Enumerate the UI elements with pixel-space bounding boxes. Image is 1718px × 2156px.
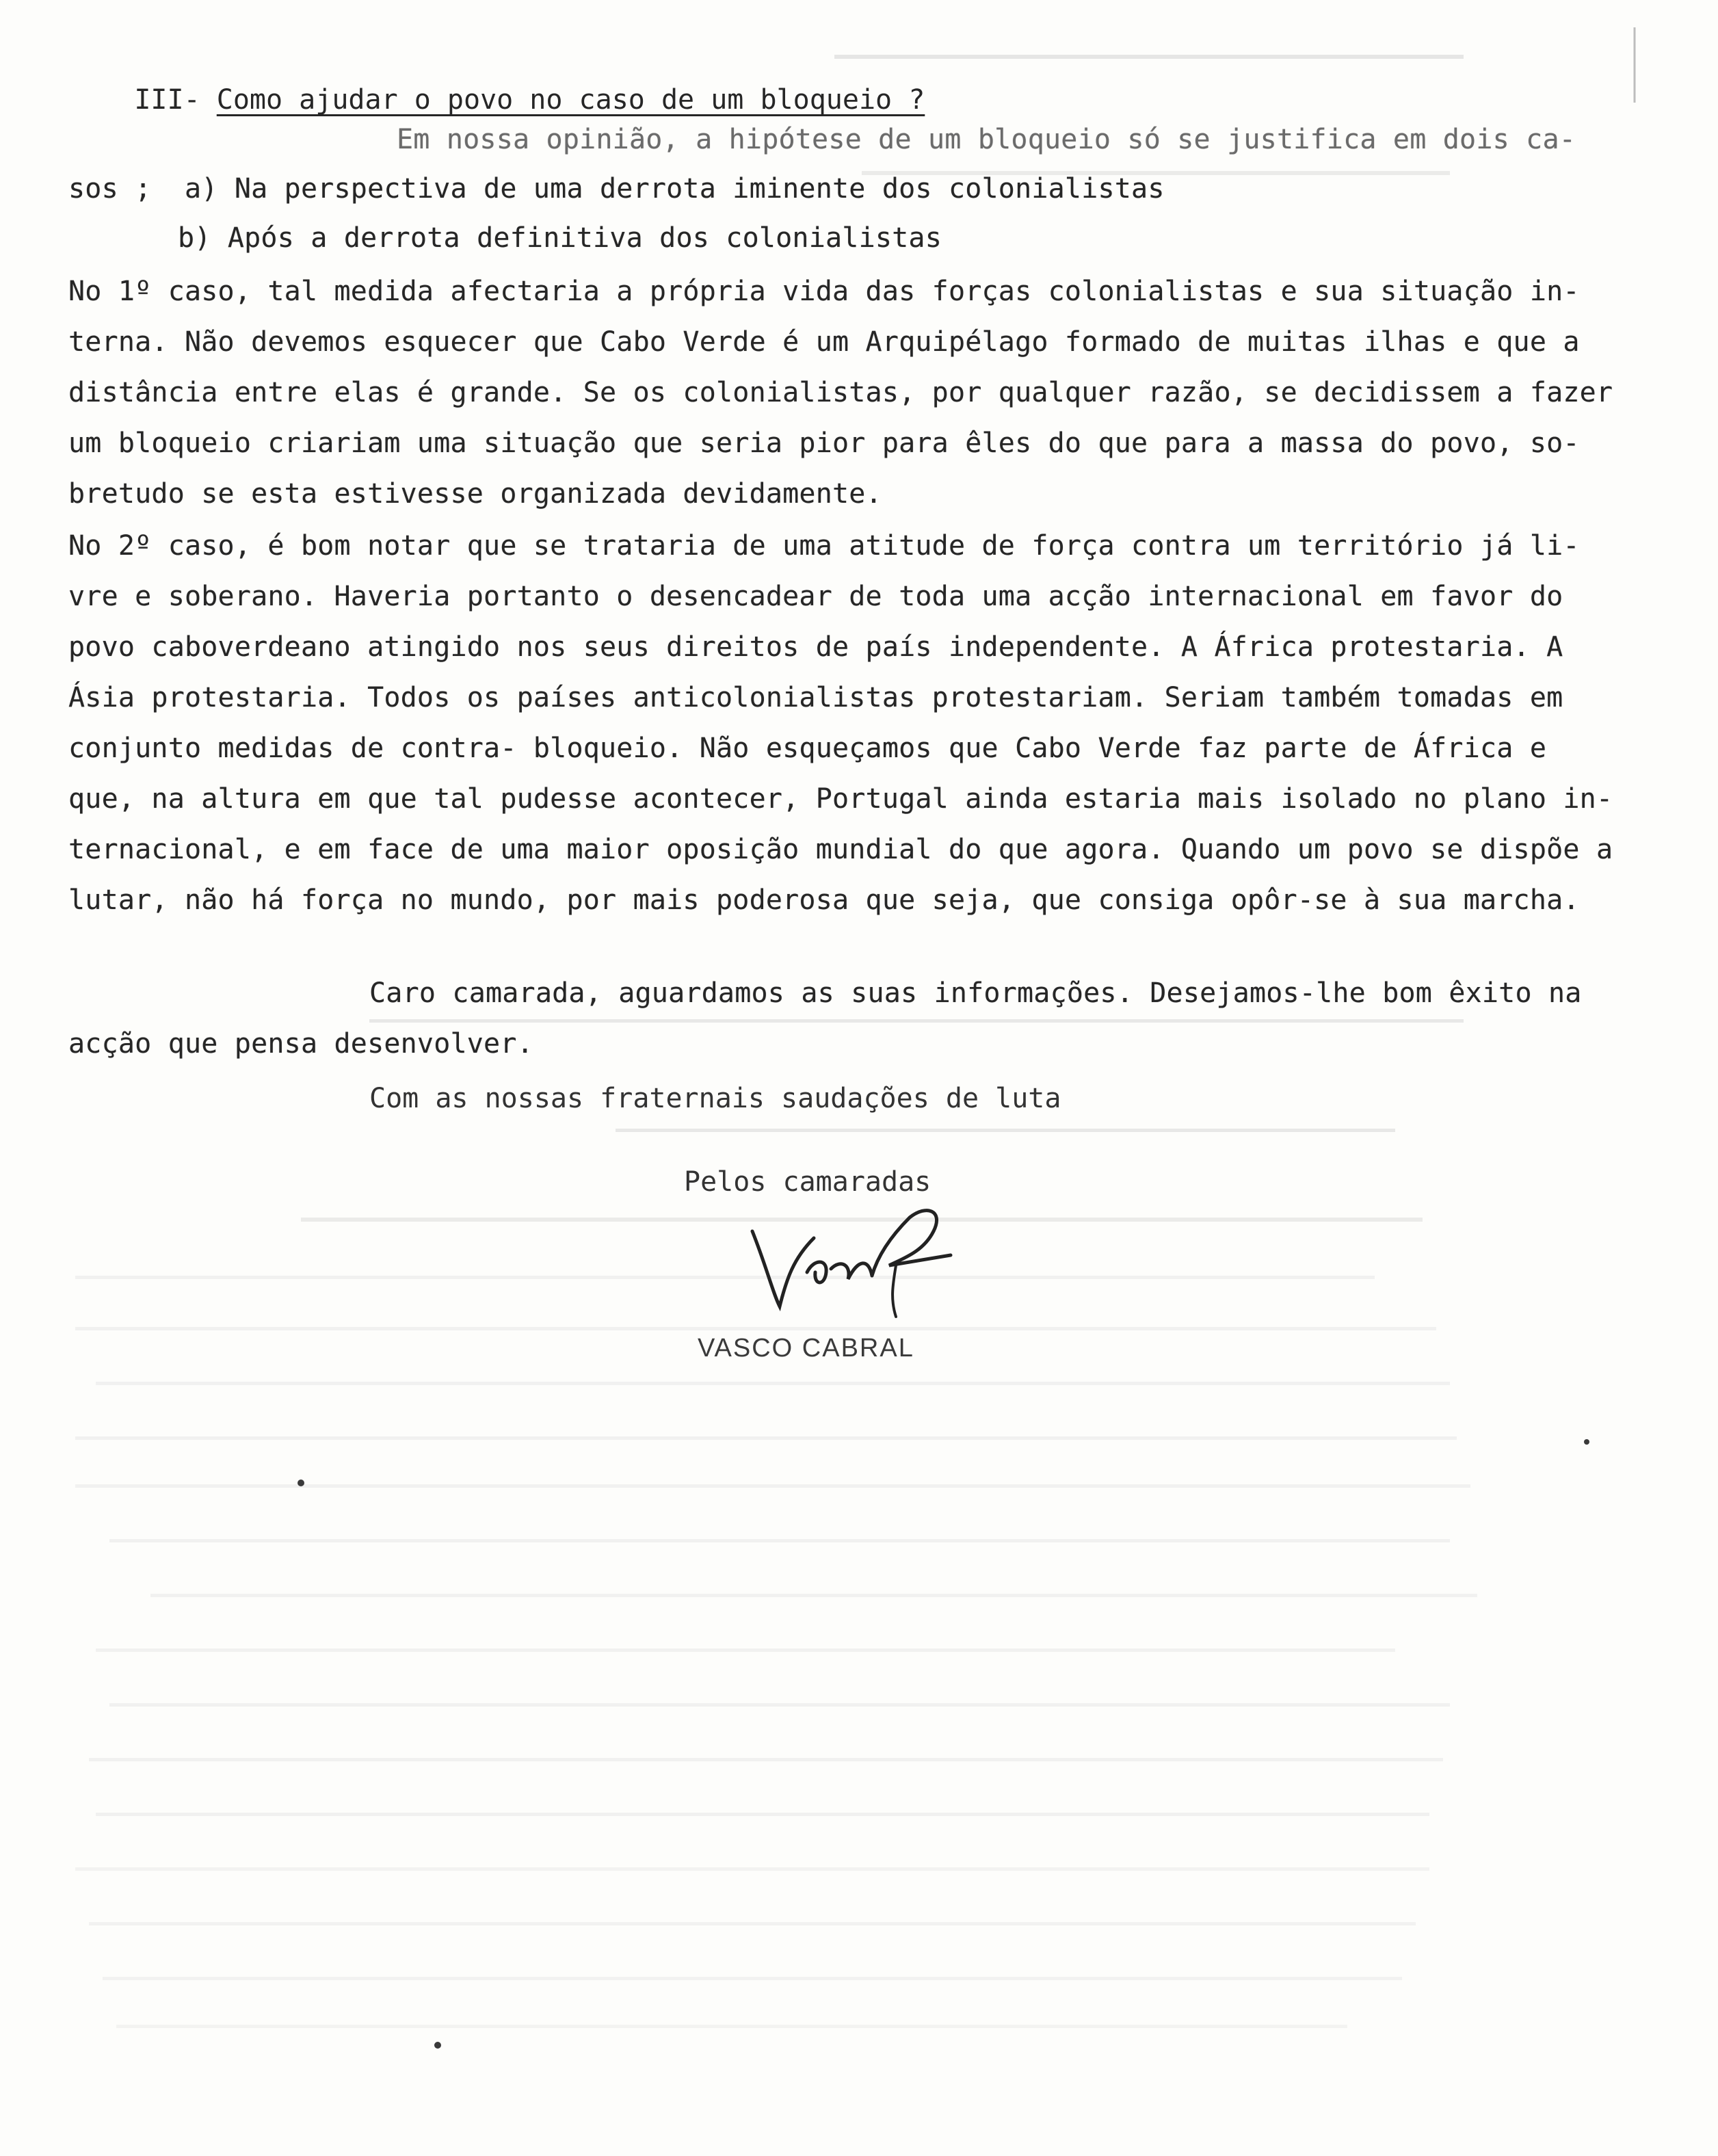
section-title: Como ajudar o povo no caso de um bloqueio ? bbox=[216, 84, 925, 116]
paragraph-3-line-6: que, na altura em que tal pudesse acontecer, Portugal ainda estaria mais isolado no plano in- bbox=[68, 783, 1613, 815]
paragraph-1-line-3: b) Após a derrota definitiva dos colonialistas bbox=[178, 222, 942, 254]
closing-salutation: Com as nossas fraternais saudações de luta bbox=[369, 1083, 1061, 1114]
section-number: III- bbox=[134, 84, 200, 116]
paragraph-3-line-5: conjunto medidas de contra- bloqueio. Não esqueçamos que Cabo Verde faz parte de África e bbox=[68, 733, 1547, 764]
closing-on-behalf: Pelos camaradas bbox=[684, 1166, 931, 1198]
paragraph-1-line-1: Em nossa opinião, a hipótese de um bloqueio só se justifica em dois ca- bbox=[397, 124, 1576, 155]
paragraph-4-line-1: Caro camarada, aguardamos as suas informações. Desejamos-lhe bom êxito na bbox=[369, 977, 1582, 1009]
handwritten-signature bbox=[739, 1190, 964, 1320]
paragraph-2-line-1: No 1º caso, tal medida afectaria a própria vida das forças colonialistas e sua situação in- bbox=[68, 276, 1580, 307]
paragraph-1-line-2: sos ; a) Na perspectiva de uma derrota iminente dos colonialistas bbox=[68, 173, 1165, 205]
paragraph-3-line-3: povo caboverdeano atingido nos seus direitos de país independente. A África protestaria. A bbox=[68, 631, 1563, 663]
paragraph-2-line-2: terna. Não devemos esquecer que Cabo Verde é um Arquipélago formado de muitas ilhas e que a bbox=[68, 326, 1580, 358]
paragraph-3-line-8: lutar, não há força no mundo, por mais poderosa que seja, que consiga opôr-se à sua marcha. bbox=[68, 884, 1580, 916]
paragraph-3-line-2: vre e soberano. Haveria portanto o desencadear de toda uma acção internacional em favor do bbox=[68, 581, 1563, 612]
margin-mark bbox=[1628, 27, 1641, 103]
paragraph-3-line-1: No 2º caso, é bom notar que se trataria de uma atitude de força contra um território já li- bbox=[68, 530, 1580, 562]
paragraph-3-line-7: ternacional, e em face de uma maior oposição mundial do que agora. Quando um povo se dispõe a bbox=[68, 834, 1613, 865]
paragraph-2-line-5: bretudo se esta estivesse organizada devidamente. bbox=[68, 478, 882, 510]
paragraph-3-line-4: Ásia protestaria. Todos os países anticolonialistas protestariam. Seriam também tomadas em bbox=[68, 682, 1563, 713]
paragraph-2-line-4: um bloqueio criariam uma situação que seria pior para êles do que para a massa do povo, so- bbox=[68, 428, 1580, 459]
signatory-name: VASCO CABRAL bbox=[698, 1334, 914, 1363]
paragraph-4-line-2: acção que pensa desenvolver. bbox=[68, 1028, 533, 1060]
paragraph-2-line-3: distância entre elas é grande. Se os colonialistas, por qualquer razão, se decidissem a fazer bbox=[68, 377, 1613, 408]
